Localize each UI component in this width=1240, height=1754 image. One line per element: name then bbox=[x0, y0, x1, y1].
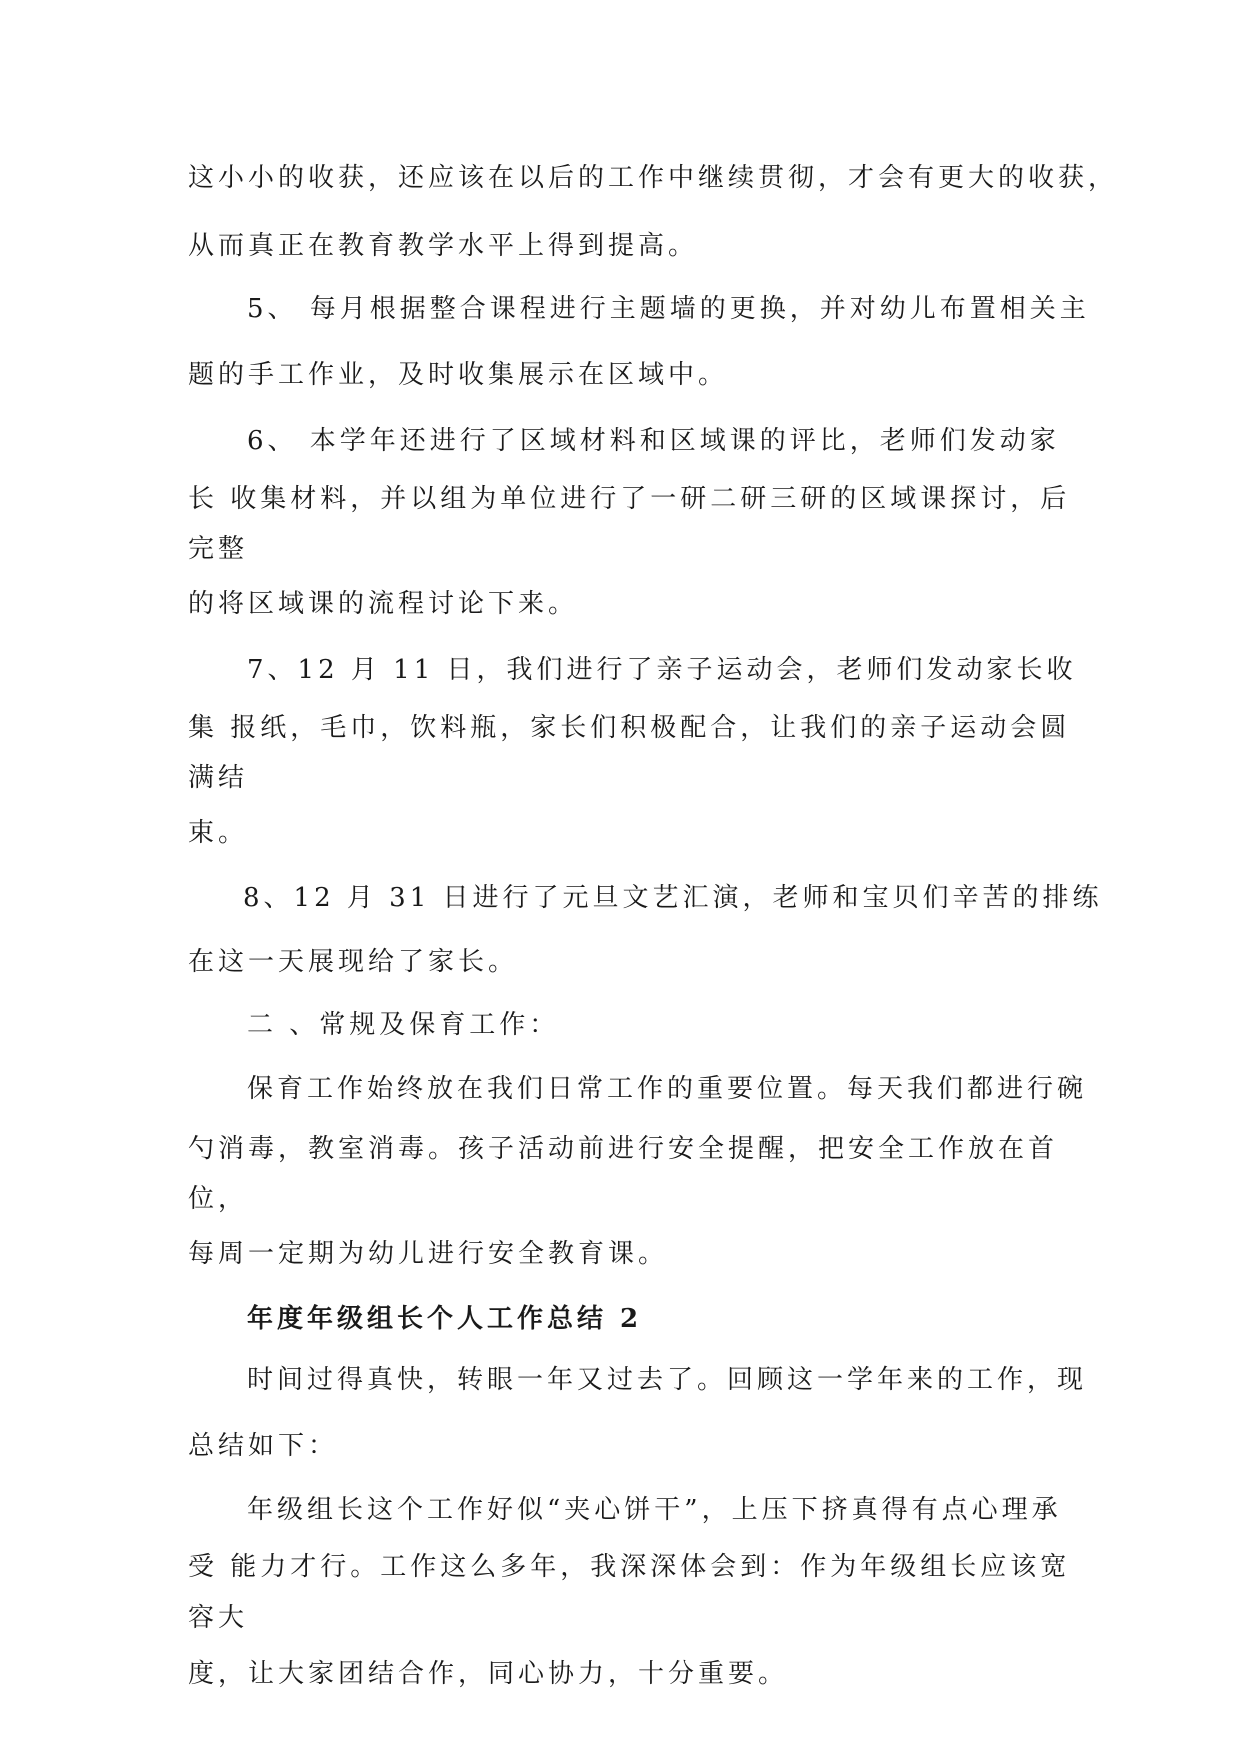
paragraph-line: 度，让大家团结合作，同心协力，十分重要。 bbox=[188, 1659, 789, 1689]
paragraph-line: 勺消毒，教室消毒。孩子活动前进行安全提醒，把安全工作放在首 bbox=[188, 1134, 1059, 1164]
paragraph-line: 满结 bbox=[188, 763, 249, 793]
paragraph-line: 位， bbox=[188, 1184, 249, 1214]
article-title: 年度年级组长个人工作总结 2 bbox=[247, 1304, 643, 1334]
paragraph-line: 容大 bbox=[188, 1603, 249, 1633]
paragraph-line: 保育工作始终放在我们日常工作的重要位置。每天我们都进行碗 bbox=[247, 1074, 1088, 1104]
paragraph-line: 完整 bbox=[188, 534, 249, 564]
paragraph-line: 题的手工作业，及时收集展示在区域中。 bbox=[188, 360, 729, 390]
paragraph-line: 的将区域课的流程讨论下来。 bbox=[188, 589, 579, 619]
paragraph-line: 这小小的收获，还应该在以后的工作中继续贯彻，才会有更大的收获， bbox=[188, 163, 1119, 193]
list-item-5: 5、 每月根据整合课程进行主题墙的更换，并对幼儿布置相关主 bbox=[247, 294, 1090, 324]
list-item-7: 7、12 月 11 日，我们进行了亲子运动会，老师们发动家长收 bbox=[247, 655, 1077, 685]
paragraph-line: 时间过得真快，转眼一年又过去了。回顾这一学年来的工作，现 bbox=[247, 1365, 1088, 1395]
section-heading: 二 、常规及保育工作： bbox=[247, 1010, 560, 1040]
paragraph-line: 年级组长这个工作好似“夹心饼干”，上压下挤真得有点心理承 bbox=[247, 1495, 1062, 1525]
list-item-6: 6、 本学年还进行了区域材料和区域课的评比，老师们发动家 bbox=[247, 426, 1060, 456]
paragraph-line: 束。 bbox=[188, 818, 249, 848]
paragraph-line: 受 能力才行。工作这么多年，我深深体会到：作为年级组长应该宽 bbox=[188, 1552, 1071, 1582]
paragraph-line: 每周一定期为幼儿进行安全教育课。 bbox=[188, 1239, 669, 1269]
paragraph-line: 从而真正在教育教学水平上得到提高。 bbox=[188, 231, 699, 261]
paragraph-line: 长 收集材料，并以组为单位进行了一研二研三研的区域课探讨，后 bbox=[188, 484, 1071, 514]
paragraph-line: 集 报纸，毛巾，饮料瓶，家长们积极配合，让我们的亲子运动会圆 bbox=[188, 713, 1071, 743]
paragraph-line: 在这一天展现给了家长。 bbox=[188, 947, 519, 977]
list-item-8: 8、12 月 31 日进行了元旦文艺汇演，老师和宝贝们辛苦的排练 bbox=[243, 883, 1103, 913]
paragraph-line: 总结如下： bbox=[188, 1431, 339, 1461]
